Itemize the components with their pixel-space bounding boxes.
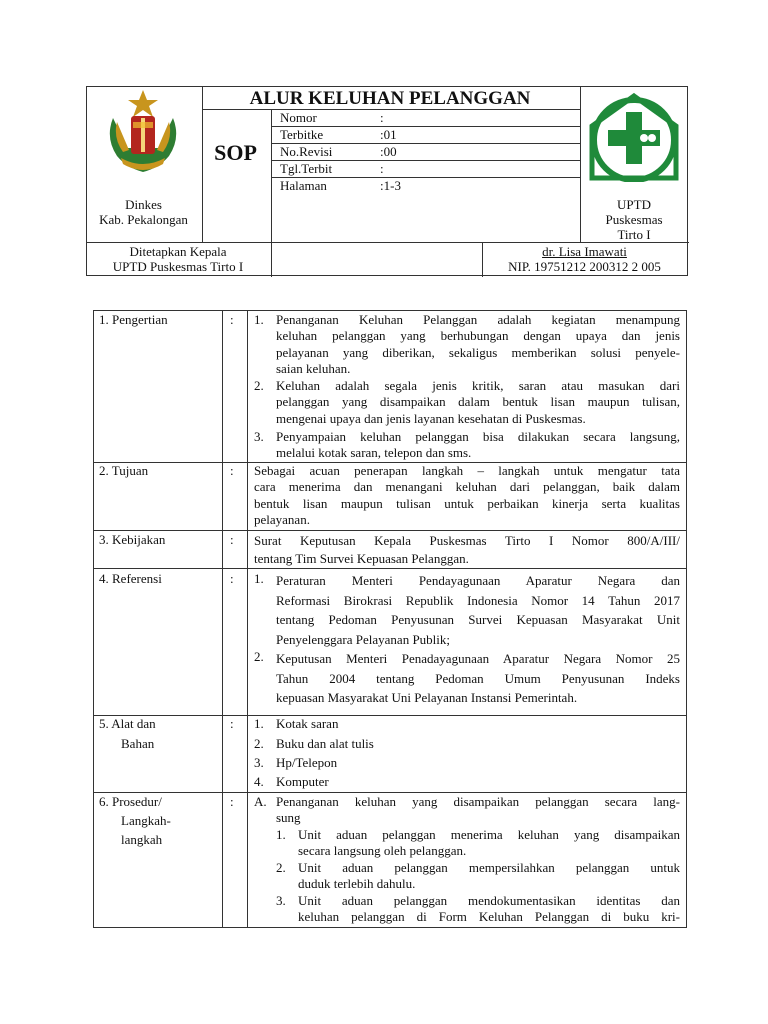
section-label-tujuan: 2. Tujuan (99, 463, 149, 478)
list-number: 2. (254, 649, 264, 664)
section-label-kebijakan: 3. Kebijakan (99, 532, 166, 547)
text-line: Penanganan keluhan yang disampaikan pelanggan secara lang- (276, 794, 680, 809)
text-line: Penyampaian keluhan pelanggan bisa dilakukan secara langsung, (276, 429, 680, 444)
text-line: pelayanan. (254, 511, 310, 527)
text-line: Unit aduan pelanggan menerima keluhan yang disampaikan (298, 827, 680, 842)
text-line: bentuk lisan maupun tulisan untuk perbaikan kinerja serta kualitas (254, 495, 680, 511)
meta-label-terbitke: Terbitke (280, 127, 324, 142)
list-number: A. (254, 794, 267, 809)
text-line: Peraturan Menteri Pendayagunaan Aparatur Negara dan (276, 573, 680, 588)
approval-line1: Ditetapkan Kepala (129, 244, 227, 259)
meta-value-nomor: : (380, 110, 384, 125)
list-number: 3. (276, 893, 286, 908)
approval-line2: UPTD Puskesmas Tirto I (112, 259, 244, 274)
section-label-alat-bahan-2: Bahan (121, 736, 155, 751)
text-line: Keputusan Menteri Penadayagunaan Aparatur Negara Nomor 25 (276, 651, 680, 666)
list-number: 1. (254, 312, 264, 327)
list-item: Komputer (276, 774, 329, 789)
list-item (276, 378, 680, 427)
signer-nip: NIP. 19751212 200312 2 005 (508, 259, 661, 274)
meta-value-revisi: :00 (380, 144, 397, 159)
text-line: keluhan pelanggan yang berhubungan dengan upaya dan jenis (276, 328, 680, 344)
procedure-group-a (276, 794, 680, 827)
section-text-kebijakan (254, 532, 680, 568)
list-number: 3. (254, 429, 264, 444)
section-label-pengertian: 1. Pengertian (99, 312, 168, 327)
list-number: 2. (254, 736, 264, 751)
text-line: Sebagai acuan penerapan langkah – langkah untuk mengatur tata (254, 463, 680, 478)
section-label-referensi: 4. Referensi (99, 571, 162, 586)
meta-label-halaman: Halaman (280, 178, 327, 193)
list-item (276, 571, 680, 649)
list-item: Buku dan alat tulis (276, 736, 374, 751)
section-colon: : (230, 716, 234, 731)
section-label-prosedur-2: Langkah- (121, 813, 171, 828)
list-number: 2. (276, 860, 286, 875)
sop-label: SOP (214, 140, 257, 165)
list-number: 4. (254, 774, 264, 789)
text-line: keluhan pelanggan di Form Keluhan Pelanggan di buku kri- (298, 909, 680, 925)
section-label-prosedur-3: langkah (121, 832, 163, 847)
meta-value-tgl-terbit: : (380, 161, 384, 176)
meta-label-nomor: Nomor (280, 110, 317, 125)
list-item (298, 893, 680, 926)
text-line: Keluhan adalah segala jenis kritik, saran atau masukan dari (276, 378, 680, 393)
meta-label-tgl-terbit: Tgl.Terbit (280, 161, 333, 176)
meta-value-terbitke: :01 (380, 127, 397, 142)
list-item: Hp/Telepon (276, 755, 338, 770)
list-item: Kotak saran (276, 716, 339, 731)
right-org-line3: Tirto I (617, 227, 651, 242)
text-line: saian keluhan. (276, 360, 351, 376)
document-title: ALUR KELUHAN PELANGGAN (249, 88, 531, 109)
section-text-tujuan (254, 463, 680, 528)
section-label-alat-bahan: 5. Alat dan (99, 716, 156, 731)
right-org-line2: Puskesmas (605, 212, 663, 227)
meta-label-revisi: No.Revisi (280, 144, 333, 159)
kabupaten-crest-icon (103, 88, 183, 178)
text-line: Penyelenggara Pelayanan Publik; (276, 631, 451, 647)
list-number: 3. (254, 755, 264, 770)
list-number: 1. (254, 716, 264, 731)
text-line: mengenai upaya dan jenis layanan kesehatan di Puskesmas. (276, 410, 586, 426)
signer-name: dr. Lisa Imawati (542, 244, 627, 259)
text-line: Tahun 2004 tentang Pedoman Umum Penyusunan Indeks (276, 670, 680, 686)
section-colon: : (230, 312, 234, 327)
text-line: melalui kotak saran, telepon dan sms. (276, 445, 472, 461)
text-line: Reformasi Birokrasi Republik Indonesia Nomor 14 Tahun 2017 (276, 592, 680, 608)
text-line: Unit aduan pelanggan mempersilahkan pelanggan untuk (298, 860, 680, 875)
text-line: pelanggan yang disampaikan dalam bentuk lisan maupun tulisan, (276, 394, 680, 410)
section-colon: : (230, 571, 234, 586)
list-item (276, 312, 680, 377)
section-label-prosedur: 6. Prosedur/ (99, 794, 162, 809)
left-org-line2: Kab. Pekalongan (99, 212, 188, 227)
list-item (276, 429, 680, 462)
list-number: 1. (276, 827, 286, 842)
meta-value-halaman: :1-3 (380, 178, 401, 193)
text-line: kepuasan Masyarakat Uni Pelayanan Instansi Pemerintah. (276, 690, 578, 705)
text-line: Penanganan Keluhan Pelanggan adalah kegiatan menampung (276, 312, 680, 327)
section-colon: : (230, 794, 234, 809)
left-org-line1: Dinkes (125, 197, 162, 212)
text-line: pelayanan yang diberikan, sekaligus memberikan solusi penyele- (276, 344, 680, 360)
text-line: duduk terlebih dahulu. (298, 876, 416, 892)
puskesmas-logo-icon (586, 92, 682, 182)
section-colon: : (230, 532, 234, 547)
list-item (276, 649, 680, 708)
text-line: secara langsung oleh pelanggan. (298, 843, 467, 859)
list-number: 1. (254, 571, 264, 586)
text-line: cara menerima dan menangani keluhan dari pelanggan, baik dalam (254, 479, 680, 495)
list-item (298, 827, 680, 860)
text-line: sung (276, 810, 301, 826)
text-line: Surat Keputusan Kepala Puskesmas Tirto I Nomor 800/A/III/ (254, 533, 680, 548)
list-number: 2. (254, 378, 264, 393)
right-org-line1: UPTD (617, 197, 651, 212)
section-colon: : (230, 463, 234, 478)
text-line: tentang Pedoman Penyusunan Survei Kepuasan Masyarakat Unit (276, 612, 680, 627)
text-line: tentang Tim Survei Kepuasan Pelanggan. (254, 551, 469, 566)
list-item (298, 860, 680, 893)
text-line: Unit aduan pelanggan mendokumentasikan identitas dan (298, 893, 680, 908)
